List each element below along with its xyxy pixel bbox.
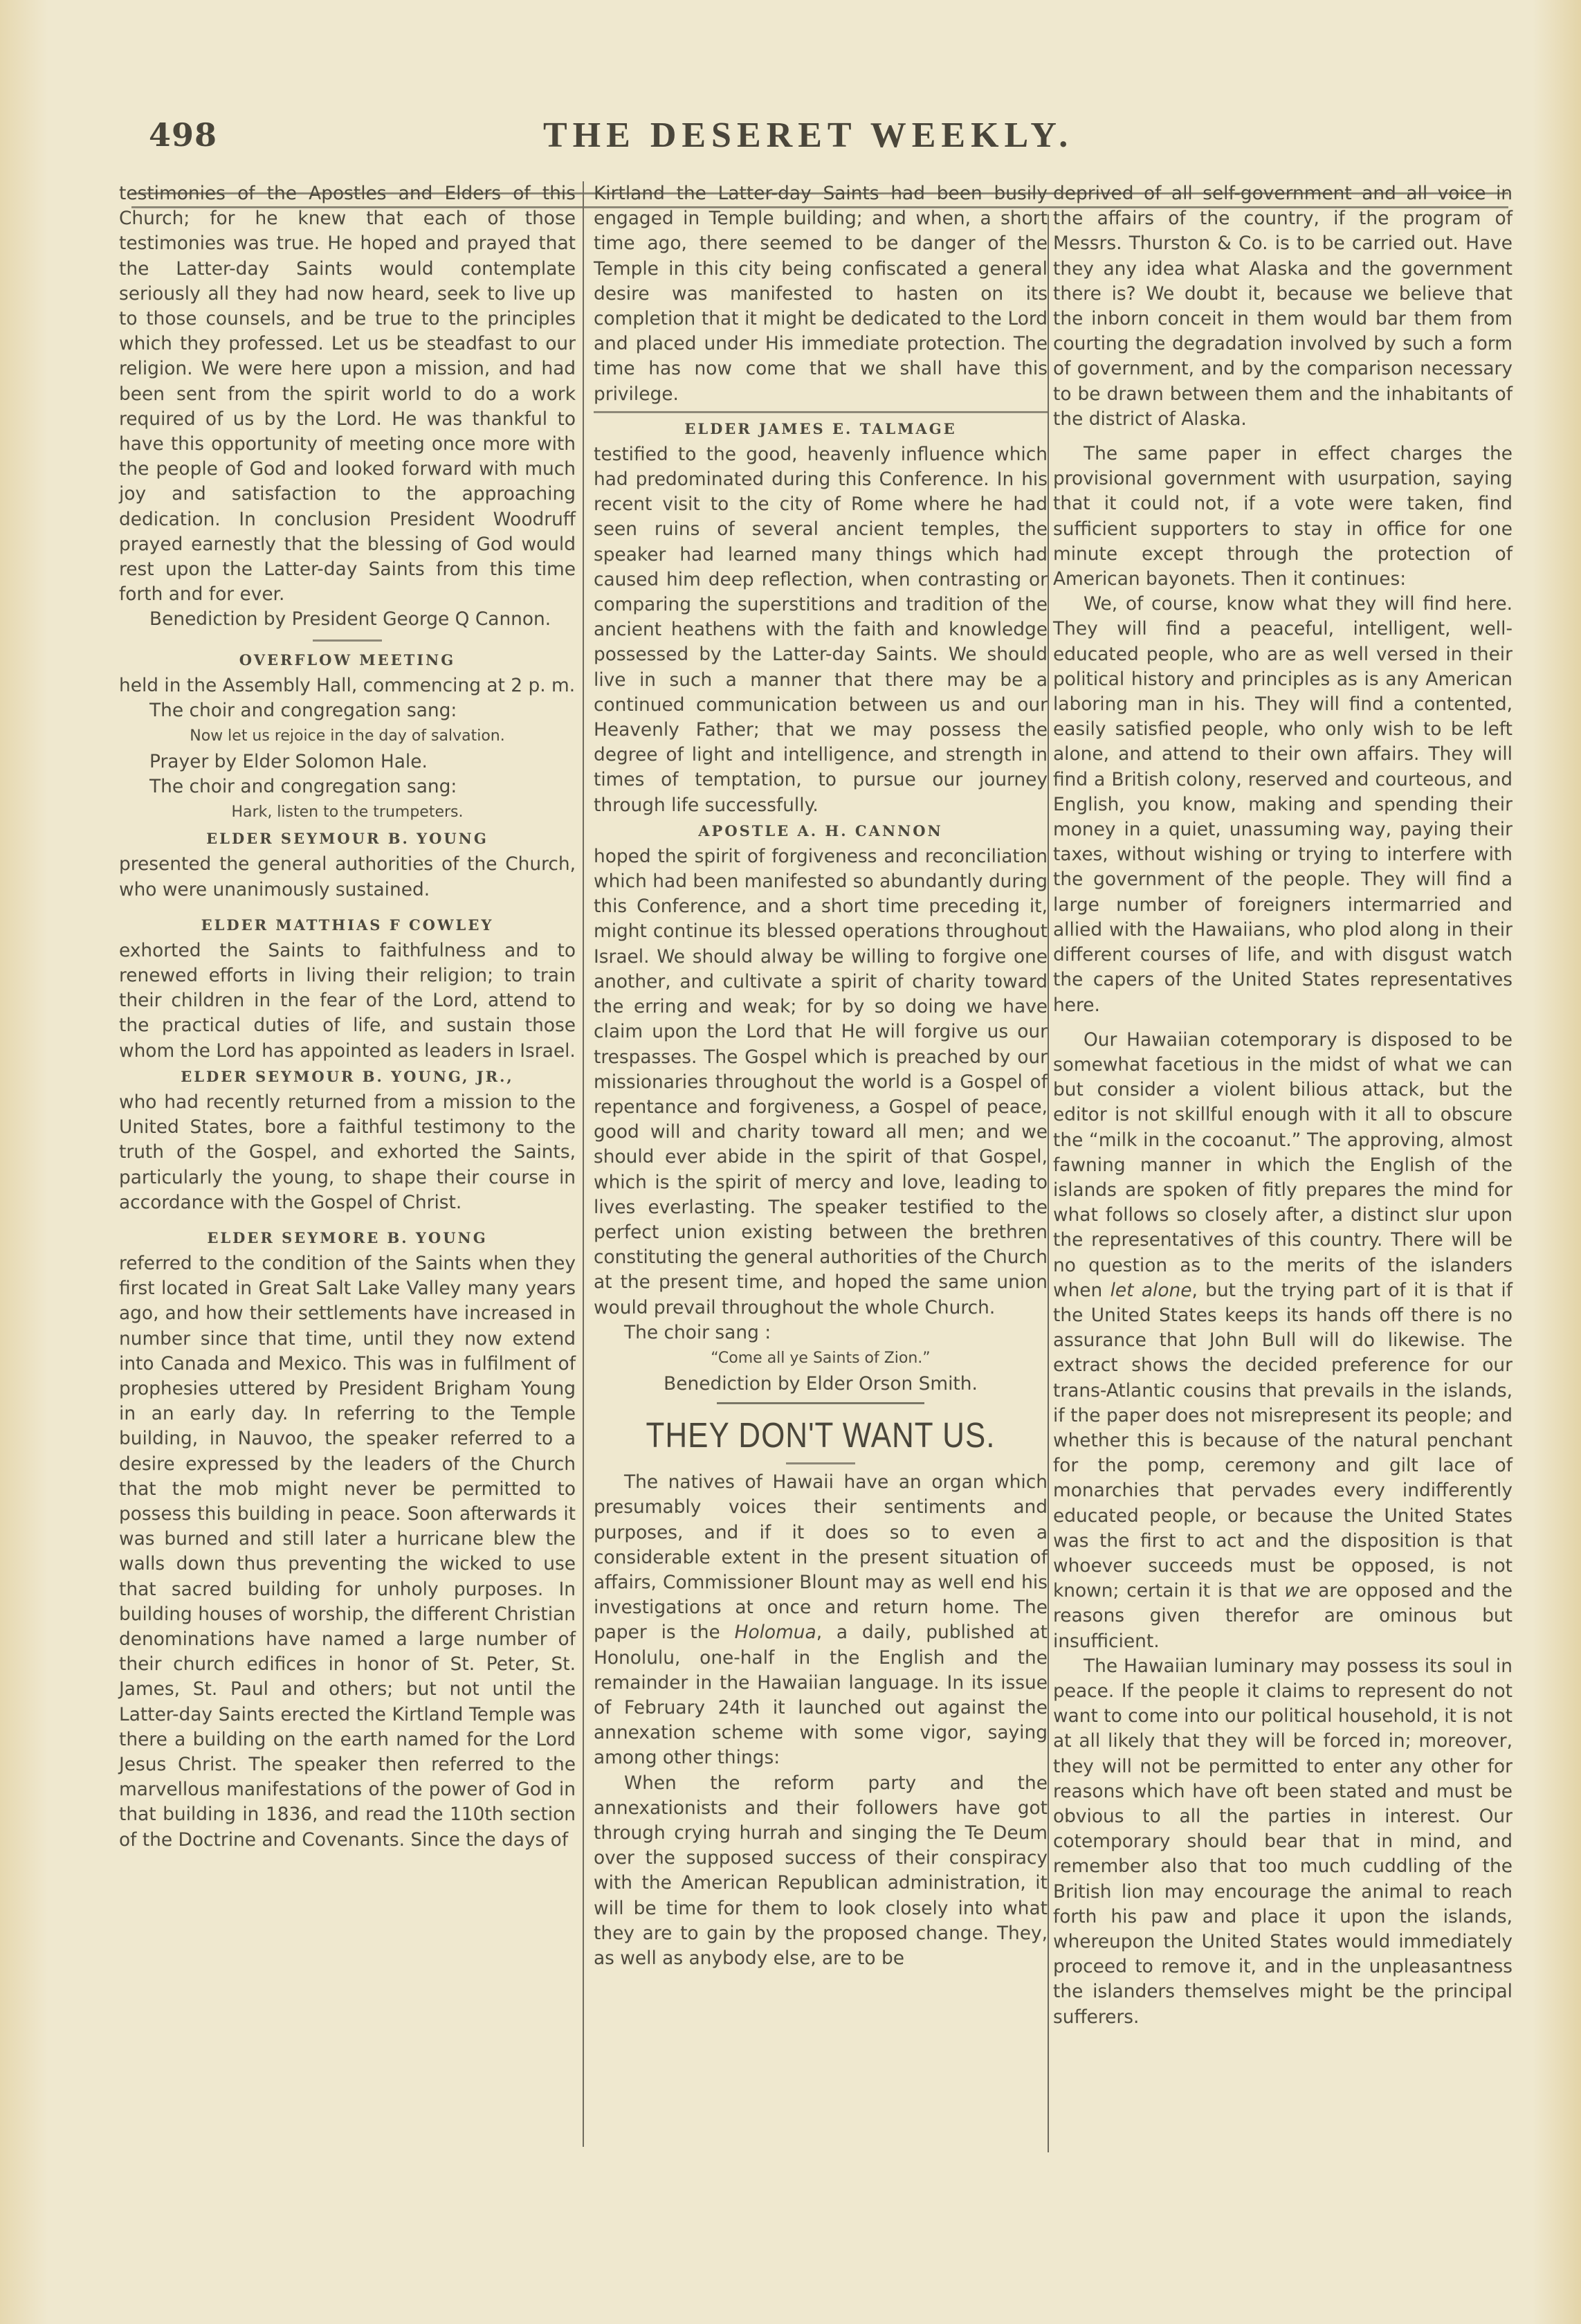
paragraph: The choir sang :	[624, 1321, 771, 1343]
quoted-paragraph: When the reform party and the annexationists and their followers have got through crying hurrah and singing the Te Deum over the supposed success of their conspiracy with the American Republican administration, it will be time for them to look closely into what they are to gain by the proposed change. They, as well as anybody else, are to be	[594, 1772, 1048, 1969]
section-heading-overflow-meeting: OVERFLOW MEETING	[239, 651, 456, 669]
text: , a daily, published at Honolulu, one-half in the English and the remainder in the Hawaiian language. In its issue of February 24th it launched out against the annexation scheme with some vigor, saying among other things:	[594, 1622, 1048, 1769]
newspaper-name: Holomua	[734, 1622, 816, 1644]
column-divider-2	[1048, 215, 1049, 2152]
paragraph: presented the general authorities of the Church, who were unanimously sustained.	[119, 853, 576, 900]
section-divider	[313, 639, 382, 642]
quoted-paragraph: deprived of all self-government and all voice in the affairs of the country, if the program of Messrs. Thurston & Co. is to be carried out. Have they any idea what Alaska and the government there is? We doubt it, because we believe that the inborn conceit in them would bar them from courting the degradation involved by such a form of government, and by the comparison necessary to be drawn between them and the inhabitants of the district of Alaska.	[1053, 183, 1513, 430]
speaker-heading: ELDER SEYMORE B. YOUNG	[207, 1228, 488, 1246]
column-1	[119, 181, 576, 1853]
paragraph: testimonies of the Apostles and Elders of this Church; for he knew that each of those testimonies was true. He hoped and prayed that the Latter-day Saints would contemplate seriously all they had now heard, seek to live up to those counsels, and be true to the principles which they professed. Let us be steadfast to our religion. We were here upon a mission, and had been sent from the spirit world to do a work required of us by the Lord. He was thankful to have this opportunity of meeting once more with the people of God and looked forward with much joy and satisfaction to the approaching dedication. In conclusion President Woodruff prayed earnestly that the blessing of God would rest upon the Latter-day Saints from this time forth and for ever.	[119, 183, 576, 606]
page-edge-shading-right	[1533, 0, 1581, 2324]
speaker-heading: ELDER JAMES E. TALMAGE	[684, 419, 957, 437]
title-underline	[786, 1462, 855, 1464]
emphasis: we	[1284, 1580, 1311, 1602]
paragraph: hoped the spirit of forgiveness and reconciliation which had been manifested so abundantly during this Conference, and a short time preceding it, might continue its blessed operations throughout Israel. We should alway be willing to forgive one another, and cultivate a spirit of charity toward the erring and weak; for by so doing we have claim upon the Lord that He will forgive us our trespasses. The Gospel which is preached by our missionaries throughout the world is a Gospel of repentance and forgiveness, a Gospel of peace, good will and charity toward all men; and we should ever abide in the spirit of that Gospel, which is the spirit of mercy and love, leading to lives everlasting. The speaker testified to the perfect union existing between the brethren constituting the general authorities of the Church at the present time, and hoped the same union would prevail throughout the whole Church.	[594, 845, 1048, 1318]
paragraph: The same paper in effect charges the provisional government with usurpation, saying that it could not, if a vote were taken, find sufficient supporters to stay in office for one minute except through the protection of American bayonets. Then it continues:	[1053, 443, 1513, 590]
column-divider-1	[583, 181, 584, 2147]
section-divider	[594, 411, 1048, 413]
article-title: THEY DON'T WANT US.	[646, 1416, 996, 1455]
text: The natives of Hawaii have an organ which presumably voices their sentiments and purposes, and if it does so to even a considerable extent in the present situation of affairs, Commissioner Blount may as well end his investigations at once and return home. The paper is the	[594, 1471, 1048, 1644]
paragraph: The choir and congregation sang:	[149, 699, 457, 721]
masthead-title: THE DESERET WEEKLY.	[543, 116, 1074, 155]
speaker-heading: ELDER MATTHIAS F COWLEY	[201, 916, 494, 934]
article-divider	[717, 1402, 924, 1404]
text: , but the trying part of it is that if the United States keeps its hands off there is no assurance that John Bull will do likewise. The extract shows the decided preference for our trans-Atlantic cousins that prevails in the islands, if the paper does not misrepresent its people; and whether this is because of the natural penchant for the pomp, ceremony and gilt lace of monarchies that pervades every indifferently educated people, or because the United States was the first to act and the disposition is that whoever succeeds must be opposed, is not known; certain it is that	[1053, 1279, 1513, 1602]
hymn-title: Now let us rejoice in the day of salvation.	[190, 727, 505, 745]
paragraph: testified to the good, heavenly influence which had predominated during this Conference. In his recent visit to the city of Rome where he had seen ruins of several ancient temples, the speaker had learned many things which had caused him deep reflection, when contrasting or comparing the superstitions and tradition of the ancient heathens with the faith and knowledge possessed by the Latter-day Saints. We should live in such a manner that there may be a continued communication between us and our Heavenly Father; that we may possess the degree of light and intelligence, and strength in times of temptation, to pursue our journey through life successfully.	[594, 443, 1048, 816]
speaker-heading: APOSTLE A. H. CANNON	[698, 821, 943, 839]
page-number: 498	[149, 116, 218, 154]
page-edge-shading-left	[0, 0, 48, 2324]
column-2	[594, 181, 1048, 1971]
page-header	[149, 111, 1505, 166]
paragraph	[1053, 1028, 1513, 1654]
paragraph: The Hawaiian luminary may possess its soul in peace. If the people it claims to represent do not want to come into our political household, it is not at all likely that they will be forced in; moreover, they will not be permitted to enter any other for reasons which have oft been stated and must be obvious to all the parties in interest. Our cotemporary should bear that in mind, and remember also that too much cuddling of the British lion may encourage the animal to reach forth his paw and place it upon the islands, whereupon the United States would immediately proceed to remove it, and in the unpleasantness the islanders themselves might be the principal sufferers.	[1053, 1655, 1513, 2028]
paragraph: Kirtland the Latter-day Saints had been busily engaged in Temple building; and when, a short time ago, there seemed to be danger of the Temple in this city being confiscated a general desire was manifested to hasten on its completion that it might be dedicated to the Lord and placed under His immediate protection. The time has now come that we shall have this privilege.	[594, 183, 1048, 405]
paragraph	[594, 1470, 1048, 1770]
paragraph: held in the Assembly Hall, commencing at 2 p. m.	[119, 674, 576, 696]
paragraph: Benediction by Elder Orson Smith.	[664, 1372, 978, 1395]
emphasis: let alone	[1110, 1279, 1192, 1301]
paragraph: exhorted the Saints to faithfulness and to renewed efforts in living their religion; to train their children in the fear of the Lord, attend to the practical duties of life, and sustain those whom the Lord has appointed as leaders in Israel.	[119, 939, 576, 1062]
paragraph: The choir and congregation sang:	[149, 776, 457, 798]
paragraph: Prayer by Elder Solomon Hale.	[149, 751, 428, 773]
column-3	[1053, 181, 1513, 2030]
hymn-title: Hark, listen to the trumpeters.	[231, 804, 464, 821]
speaker-heading: ELDER SEYMOUR B. YOUNG	[206, 830, 488, 848]
paragraph: who had recently returned from a mission to the United States, bore a faithful testimony to the truth of the Gospel, and exhorted the Saints, particularly the young, to shape their course in accordance with the Gospel of Christ.	[119, 1091, 576, 1213]
text: Our Hawaiian cotemporary is disposed to be somewhat facetious in the midst of what we can but consider a violent bilious attack, but the editor is not skillful enough with it all to obscure the “milk in the cocoanut.” The approving, almost fawning manner in which the English of the islands are spoken of fitly prepares the mind for what follows so closely after, a distinct slur upon the representatives of this country. There will be no question as to the merits of the islanders when	[1053, 1028, 1513, 1301]
paragraph: referred to the condition of the Saints when they first located in Great Salt Lake Valley many years ago, and how their settlements have increased in number since that time, until they now extend into Canada and Mexico. This was in fulfilment of prophesies uttered by President Brigham Young in an early day. In referring to the Temple building, in Nauvoo, the speaker referred to a desire expressed by the leaders of the Church that the mob might never be permitted to possess this building in peace. Soon afterwards it was burned and still later a hurricane blew the walls down thus preventing the wicked to use that sacred building for unholy purposes. In building houses of worship, the different Christian denominations have named a large number of their church edifices in honor of St. Peter, St. James, St. Paul and others; but not until the Latter-day Saints erected the Kirtland Temple was there a building on the earth named for the Lord Jesus Christ. The speaker then referred to the marvellous manifestations of the power of God in that building in 1836, and read the 110th section of the Doctrine and Covenants. Since the days of	[119, 1252, 576, 1851]
paragraph: Benediction by President George Q Cannon.	[149, 608, 551, 630]
quoted-paragraph: We, of course, know what they will find here. They will find a peaceful, intelligent, well-educated people, who are as well versed in their political history and principles as is any American laboring man in his. They will find a contented, easily satisfied people, who only wish to be left alone, and attend to their own affairs. They will find a British colony, reserved and courteous, and English, you know, making and spending their money in a quiet, unassuming way, paying their taxes, without wishing or trying to interfere with the government of the people. They will find a large number of foreigners intermarried and allied with the Hawaiians, who plod along in their different courses of life, and with disgust watch the capers of the United States representatives here.	[1053, 593, 1513, 1016]
speaker-heading: ELDER SEYMOUR B. YOUNG, JR.,	[181, 1067, 514, 1085]
hymn-title: “Come all ye Saints of Zion.”	[711, 1349, 931, 1367]
text: are opposed and the reasons given therefor are ominous but insufficient.	[1053, 1580, 1513, 1652]
